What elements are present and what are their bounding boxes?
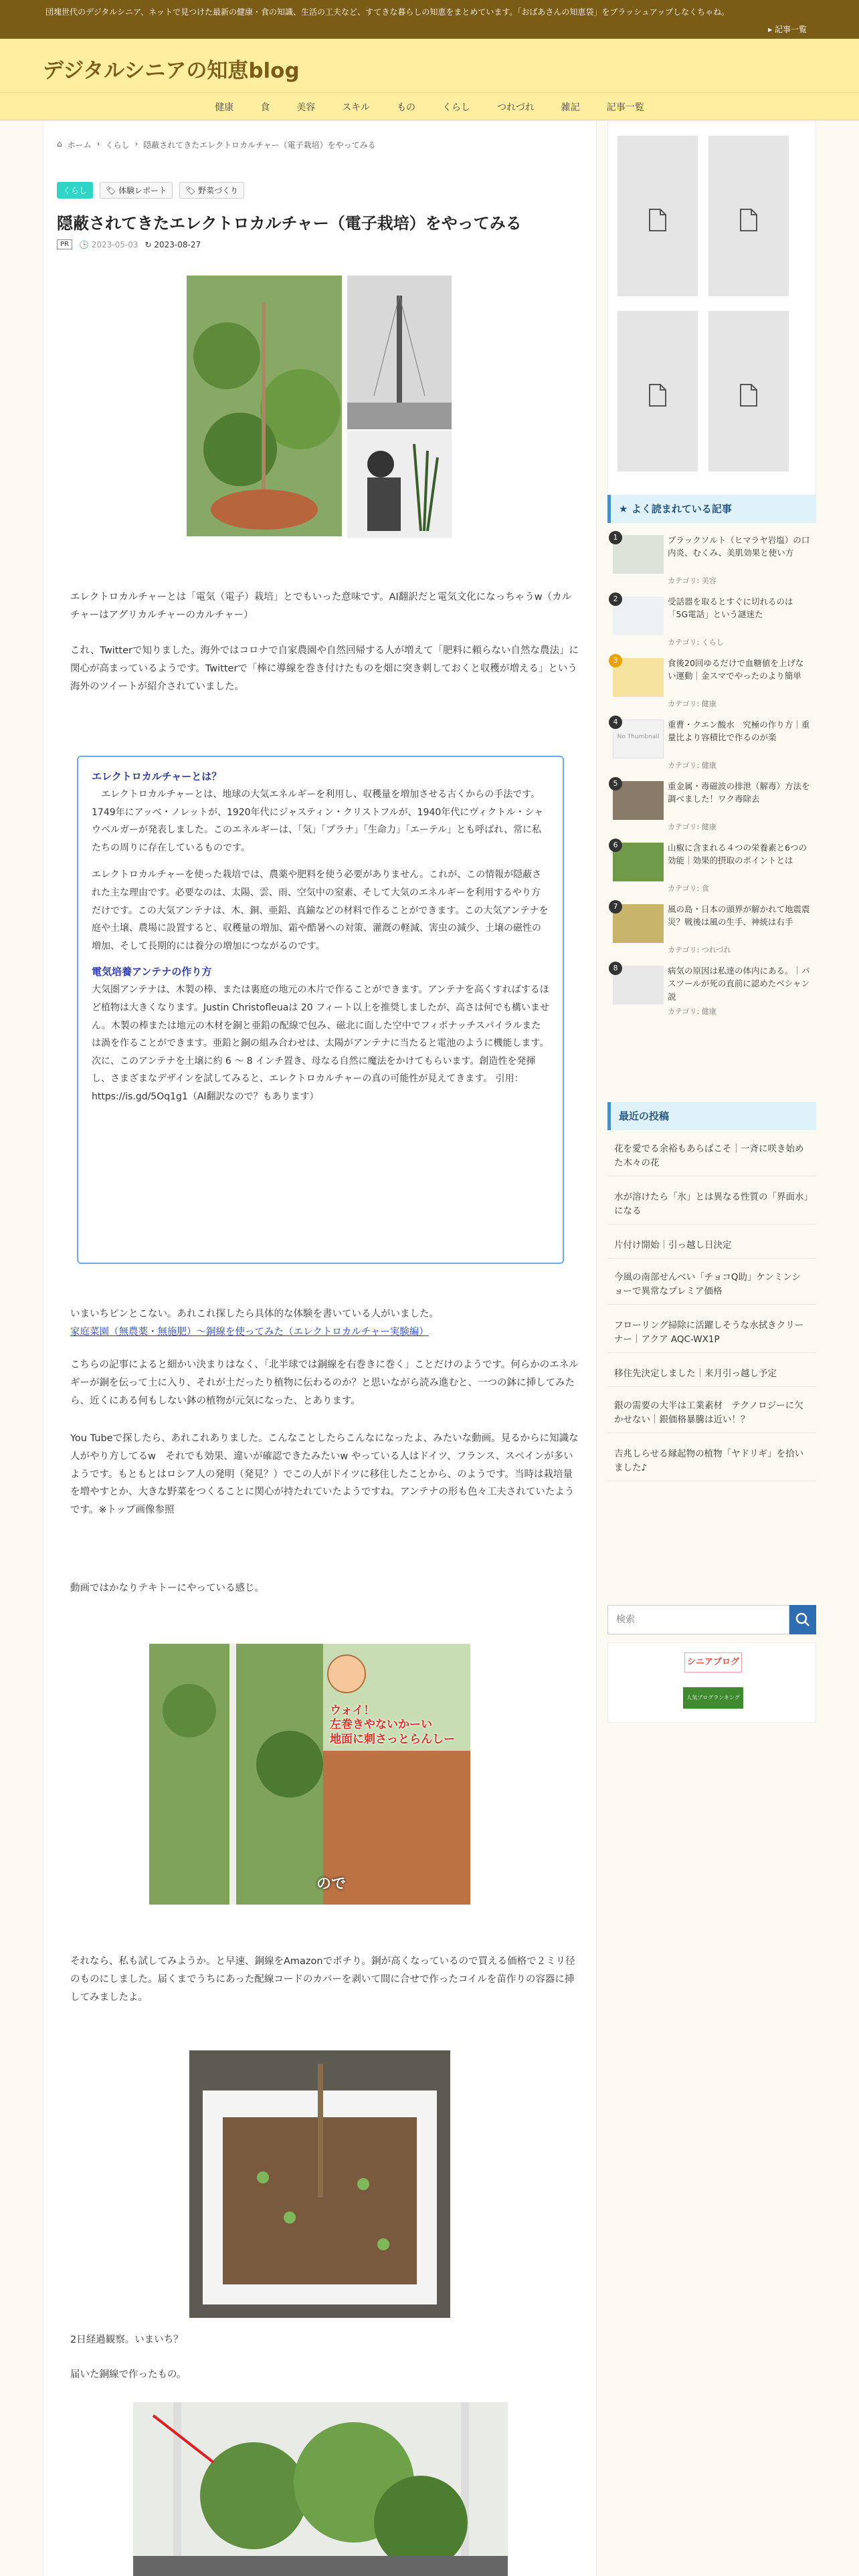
ad-thumb-2[interactable] xyxy=(708,136,789,296)
popular-item-8[interactable]: 8 病気の原因は私達の体内にある。｜パスツールが死の直前に認めたベシャン説 カテゴリ: 健康 xyxy=(607,959,816,1021)
recent-post-7[interactable]: 銀の需要の大半は工業素材 テクノロジーに欠かせない｜銀価格暴騰は近い！？ xyxy=(607,1394,816,1433)
breadcrumb-current: 隠蔽されてきたエレクトロカルチャー（電子栽培）をやってみる xyxy=(143,140,376,150)
paragraph-intro: エレクトロカルチャーとは「電気（電子）栽培」とでもいった意味です。AI翻訳だと電気文化になっちゃうw（カルチャーはアグリカルチャーのカルチャー） xyxy=(70,592,572,621)
seed-tray-photo xyxy=(189,2050,450,2318)
box-heading-howto: 電気培養アンテナの作り方 xyxy=(92,966,212,978)
broken-image-icon xyxy=(648,208,668,232)
video-subcaption: ので xyxy=(316,1876,347,1893)
recent-heading: 最近の投稿 xyxy=(607,1102,816,1130)
category-tag[interactable]: くらし xyxy=(57,182,93,199)
posted-date: 🕒 2023-05-03 xyxy=(78,239,138,249)
search-icon xyxy=(789,1605,816,1634)
recent-post-5[interactable]: フローリング掃除に活躍しそうな水拭きクリーナー｜アクア AQC-WX1P xyxy=(607,1313,816,1353)
paragraph-observation: 2日経過観察。いまいち？ xyxy=(70,2335,183,2345)
video-caption: ウォイ！ 左巻きやないかーい 地面に刺さっとらんしー xyxy=(330,1704,455,1746)
popular-item-5[interactable]: 5 重金属・毒磁波の排泄（解毒）方法を調べました！ワク毒除去 カテゴリ: 健康 xyxy=(607,774,816,836)
paragraph-trying: それなら、私も試してみようか。と早速、銅線をAmazonでポチり。銅が高くなっているので買える価格で２ミリ径のものにしました。届くまでうちにあった配線コードのカバーを剥いて間に合せで作ったコイルを苗作りの容器に挿してみましたよ。 xyxy=(70,1956,575,2003)
nav-item-tsurezure[interactable]: つれづれ xyxy=(497,102,535,113)
hero-photo-engraving xyxy=(347,276,452,429)
main-content xyxy=(43,122,597,2576)
box-paragraph-3: 大気圏アンテナは、木製の棒、または裏庭の地元の木片で作ることができます。アンテナを高くすればするほど植物は大きくなります。Justin Christofleuaは 20 フィート以上を推奨しましたが、高さは何でも構いません。木製の棒または地元の木材を銅と亜鉛の配線で包み、磁北に面した空中でフィボナッチスパイラルまたは渦を作ることができます。亜鉛と銅の組み合わせは、太陽がアンテナに当たると電池のように機能します。次に、このアンテナを土壌に約 6 ～ 8 インチ置き、母なる自然に魔法をかけてもらいます。創造性を発揮し、さまざまなデザインを試してみると、エレクトロカルチャーの真の可能性が見えてきます。 引用：https://is.gd/5Oq1g1（AI翻訳なので？もあります） xyxy=(92,984,549,1102)
nav-item-skill[interactable]: スキル xyxy=(342,102,371,113)
hero-photo-person xyxy=(347,431,452,538)
article-title: 隠蔽されてきたエレクトロカルチャー（電子栽培）をやってみる xyxy=(57,214,522,233)
search-input[interactable] xyxy=(607,1605,789,1634)
recent-post-3[interactable]: 片付け開始｜引っ越し日決定 xyxy=(607,1233,816,1259)
recent-post-4[interactable]: 今風の南部せんべい「チョコQ助」ケンミンショーで異常なプレミア価格 xyxy=(607,1265,816,1305)
recent-post-6[interactable]: 移住先決定しました｜来月引っ越し予定 xyxy=(607,1362,816,1387)
nav-item-food[interactable]: 食 xyxy=(260,102,270,113)
recent-post-2[interactable]: 水が溶けたら「氷」とは異なる性質の「界面水」になる xyxy=(607,1185,816,1224)
popular-item-3[interactable]: 3 食後20回ゆるだけで血糖値を上げない運動｜金スマでやったのより簡単 カテゴリ: 健康 xyxy=(607,651,816,713)
nav-item-misc[interactable]: 雑記 xyxy=(561,102,580,113)
popular-heading: ★ よく読まれている記事 xyxy=(607,495,816,523)
senior-blog-badge[interactable]: シニアブログ xyxy=(684,1652,742,1673)
nav-item-all-posts[interactable]: 記事一覧 xyxy=(606,102,644,113)
video-screenshot xyxy=(149,1644,470,1905)
popular-thumb: No Thumbnail xyxy=(613,720,664,758)
hero-photo-plant xyxy=(187,276,342,536)
popular-item-1[interactable]: 1 ブラックソルト（ヒマラヤ岩塩）の口内炎、むくみ、美肌効果と使い方 カテゴリ: 美容 xyxy=(607,528,816,590)
tag-report[interactable]: 🏷 体験レポート xyxy=(100,182,173,199)
search-button[interactable] xyxy=(789,1605,816,1634)
global-nav xyxy=(0,92,859,120)
broken-image-icon xyxy=(648,383,668,407)
pr-badge: PR xyxy=(57,239,72,249)
search-form xyxy=(607,1605,816,1634)
nav-item-things[interactable]: もの xyxy=(397,102,416,113)
ad-thumb-1[interactable] xyxy=(617,136,698,296)
breadcrumb: ⌂ ホーム › くらし › 隠蔽されてきたエレクトロカルチャー（電子栽培）をやってみる xyxy=(57,139,376,150)
site-logo[interactable]: デジタルシニアの知恵blog xyxy=(43,59,300,83)
ad-thumb-4[interactable] xyxy=(708,311,789,471)
paragraph-search: いまいちピンとこない。あれこれ探したら具体的な体験を書いている人がいました。 家庭菜園（無農薬・無施肥）～銅線を使ってみた（エレクトロカルチャー実験編） xyxy=(70,1309,439,1337)
paragraph-video: 動画ではかなりテキトーにやっている感じ。 xyxy=(70,1583,264,1594)
broken-image-icon xyxy=(739,383,759,407)
nav-item-life[interactable]: くらし xyxy=(442,102,471,113)
nav-item-health[interactable]: 健康 xyxy=(215,102,234,113)
top-bar xyxy=(0,0,859,39)
ad-thumbnails xyxy=(607,122,816,496)
balcony-photo xyxy=(133,2402,508,2576)
ranking-badges xyxy=(607,1642,816,1723)
paragraph-twitter: これ、Twitterで知りました。海外ではコロナで自家農園や自然回帰する人が増えて「肥料に頼らない自然な農法」に関心が高まっているようです。Twitterで「棒に導線を巻き付けたものを畑に突き刺しておくと収穫が増える」という海外のツイートが紹介されていました。 xyxy=(70,645,579,692)
box-paragraph-1: エレクトロカルチャーとは、地球の大気エネルギーを利用し、収穫量を増加させる古くからの手法です。1749年にアッベ・ノレットが、1920年代にジャスティン・クリストフルが、1940年代にヴィクトル・シャウベルガーが発表しました。このエネルギーは、「気」「プラナ」「生命力」「エーテル」とも呼ばれ、常に私たちの周りに存在しているものです。 xyxy=(92,789,544,853)
breadcrumb-category[interactable]: くらし xyxy=(105,140,130,150)
popular-item-6[interactable]: 6 山椒に含まれる４つの栄養素と6つの効能｜効果的摂取のポイントとは カテゴリ: 食 xyxy=(607,836,816,897)
popular-item-4[interactable]: No Thumbnail 4 重曹・クエン酸水 究極の作り方｜重量比より容積比で作るのが楽 カテゴリ: 健康 xyxy=(607,713,816,774)
quote-box xyxy=(77,756,564,1264)
site-header xyxy=(0,39,859,92)
paragraph-article-summary: こちらの記事によると細かい決まりはなく、「北半球では銅線を右巻きに巻く」ことだけのようです。何らかのエネルギーが銅を伝って土に入り、それが土だったり植物に伝わるのか？と思いながら読み進むと、一つの鉢に挿してみたら、近くにある何もしない鉢の植物が元気になった、とあります。 xyxy=(70,1360,579,1406)
paragraph-coil: 届いた銅線で作ったもの。 xyxy=(70,2369,187,2380)
nav-item-beauty[interactable]: 美容 xyxy=(296,102,316,113)
experience-article-link[interactable]: 家庭菜園（無農薬・無施肥）～銅線を使ってみた（エレクトロカルチャー実験編） xyxy=(70,1326,429,1337)
tag-vegetable[interactable]: 🏷 野菜づくり xyxy=(179,182,244,199)
paragraph-youtube: You Tubeで探したら、あれこれありました。こんなことしたらこんなになったよ、みたいな動画。見るからに知識な人がやり方してるw それでも効果、違いが確認できたみたいw やっている人はドイツ、フランス、スペインが多いようです。もともとはロシア人の発明（発見？）でこの人がドイツに移住したことから、のようです。当時は栽培量を増やすとか、大きな野菜をつくることに関心が持たれていたようですね。アンテナの形も色々工夫されていたようです。※トップ画像参照 xyxy=(70,1433,579,1516)
breadcrumb-home[interactable]: ホーム xyxy=(67,140,92,150)
updated-date: ↻ 2023-08-27 xyxy=(145,239,201,249)
feed-link[interactable]: ▸ 記事一覧 xyxy=(768,25,807,34)
recent-post-8[interactable]: 吉兆しらせる縁起物の植物「ヤドリギ」を拾いました♪ xyxy=(607,1442,816,1481)
home-icon: ⌂ xyxy=(57,139,62,148)
post-meta xyxy=(57,239,201,249)
blog-ranking-badge[interactable]: 人気ブログランキング xyxy=(683,1687,743,1709)
tag-list xyxy=(57,182,244,199)
broken-image-icon xyxy=(739,208,759,232)
popular-item-7[interactable]: 7 風の島・日本の頭界が解かれて地震震災？戦後は風の生手、神統は右手 カテゴリ: つれづれ xyxy=(607,897,816,959)
recent-post-1[interactable]: 花を愛でる余裕もあらばこそ｜一斉に咲き始めた木々の花 xyxy=(607,1137,816,1176)
site-description: 団塊世代のデジタルシニア、ネットで見つけた最新の健康・食の知識、生活の工夫など、すてきな暮らしの知恵をまとめています。「おばあさんの知恵袋」をブラッシュアップしなくちゃね。 xyxy=(45,7,730,17)
popular-item-2[interactable]: 2 受話器を取るとすぐに切れるのは「5G電話」という謎迷た カテゴリ: くらし xyxy=(607,590,816,651)
star-icon: ★ xyxy=(619,503,628,515)
box-paragraph-2: エレクトロカルチャーを使った栽培では、農薬や肥料を使う必要がありません。これが、この情報が隠蔽された主な理由です。必要なのは、太陽、雲、雨、空気中の窒素、そして大気のエネルギーを利用するやり方だけです。この大気アンテナは、木、銅、亜鉛、真鍮などの材料で作ることができます。この大気アンテナを庭や土壌、農場に設置すると、収穫量の増加、霜や酷暑への対策、灌漑の軽減、害虫の減少、土壌の磁性の増加、そして長期的には養分の増加につながるのです。 xyxy=(92,869,549,952)
box-heading-what: エレクトロカルチャーとは？ xyxy=(92,770,222,782)
ad-thumb-3[interactable] xyxy=(617,311,698,471)
